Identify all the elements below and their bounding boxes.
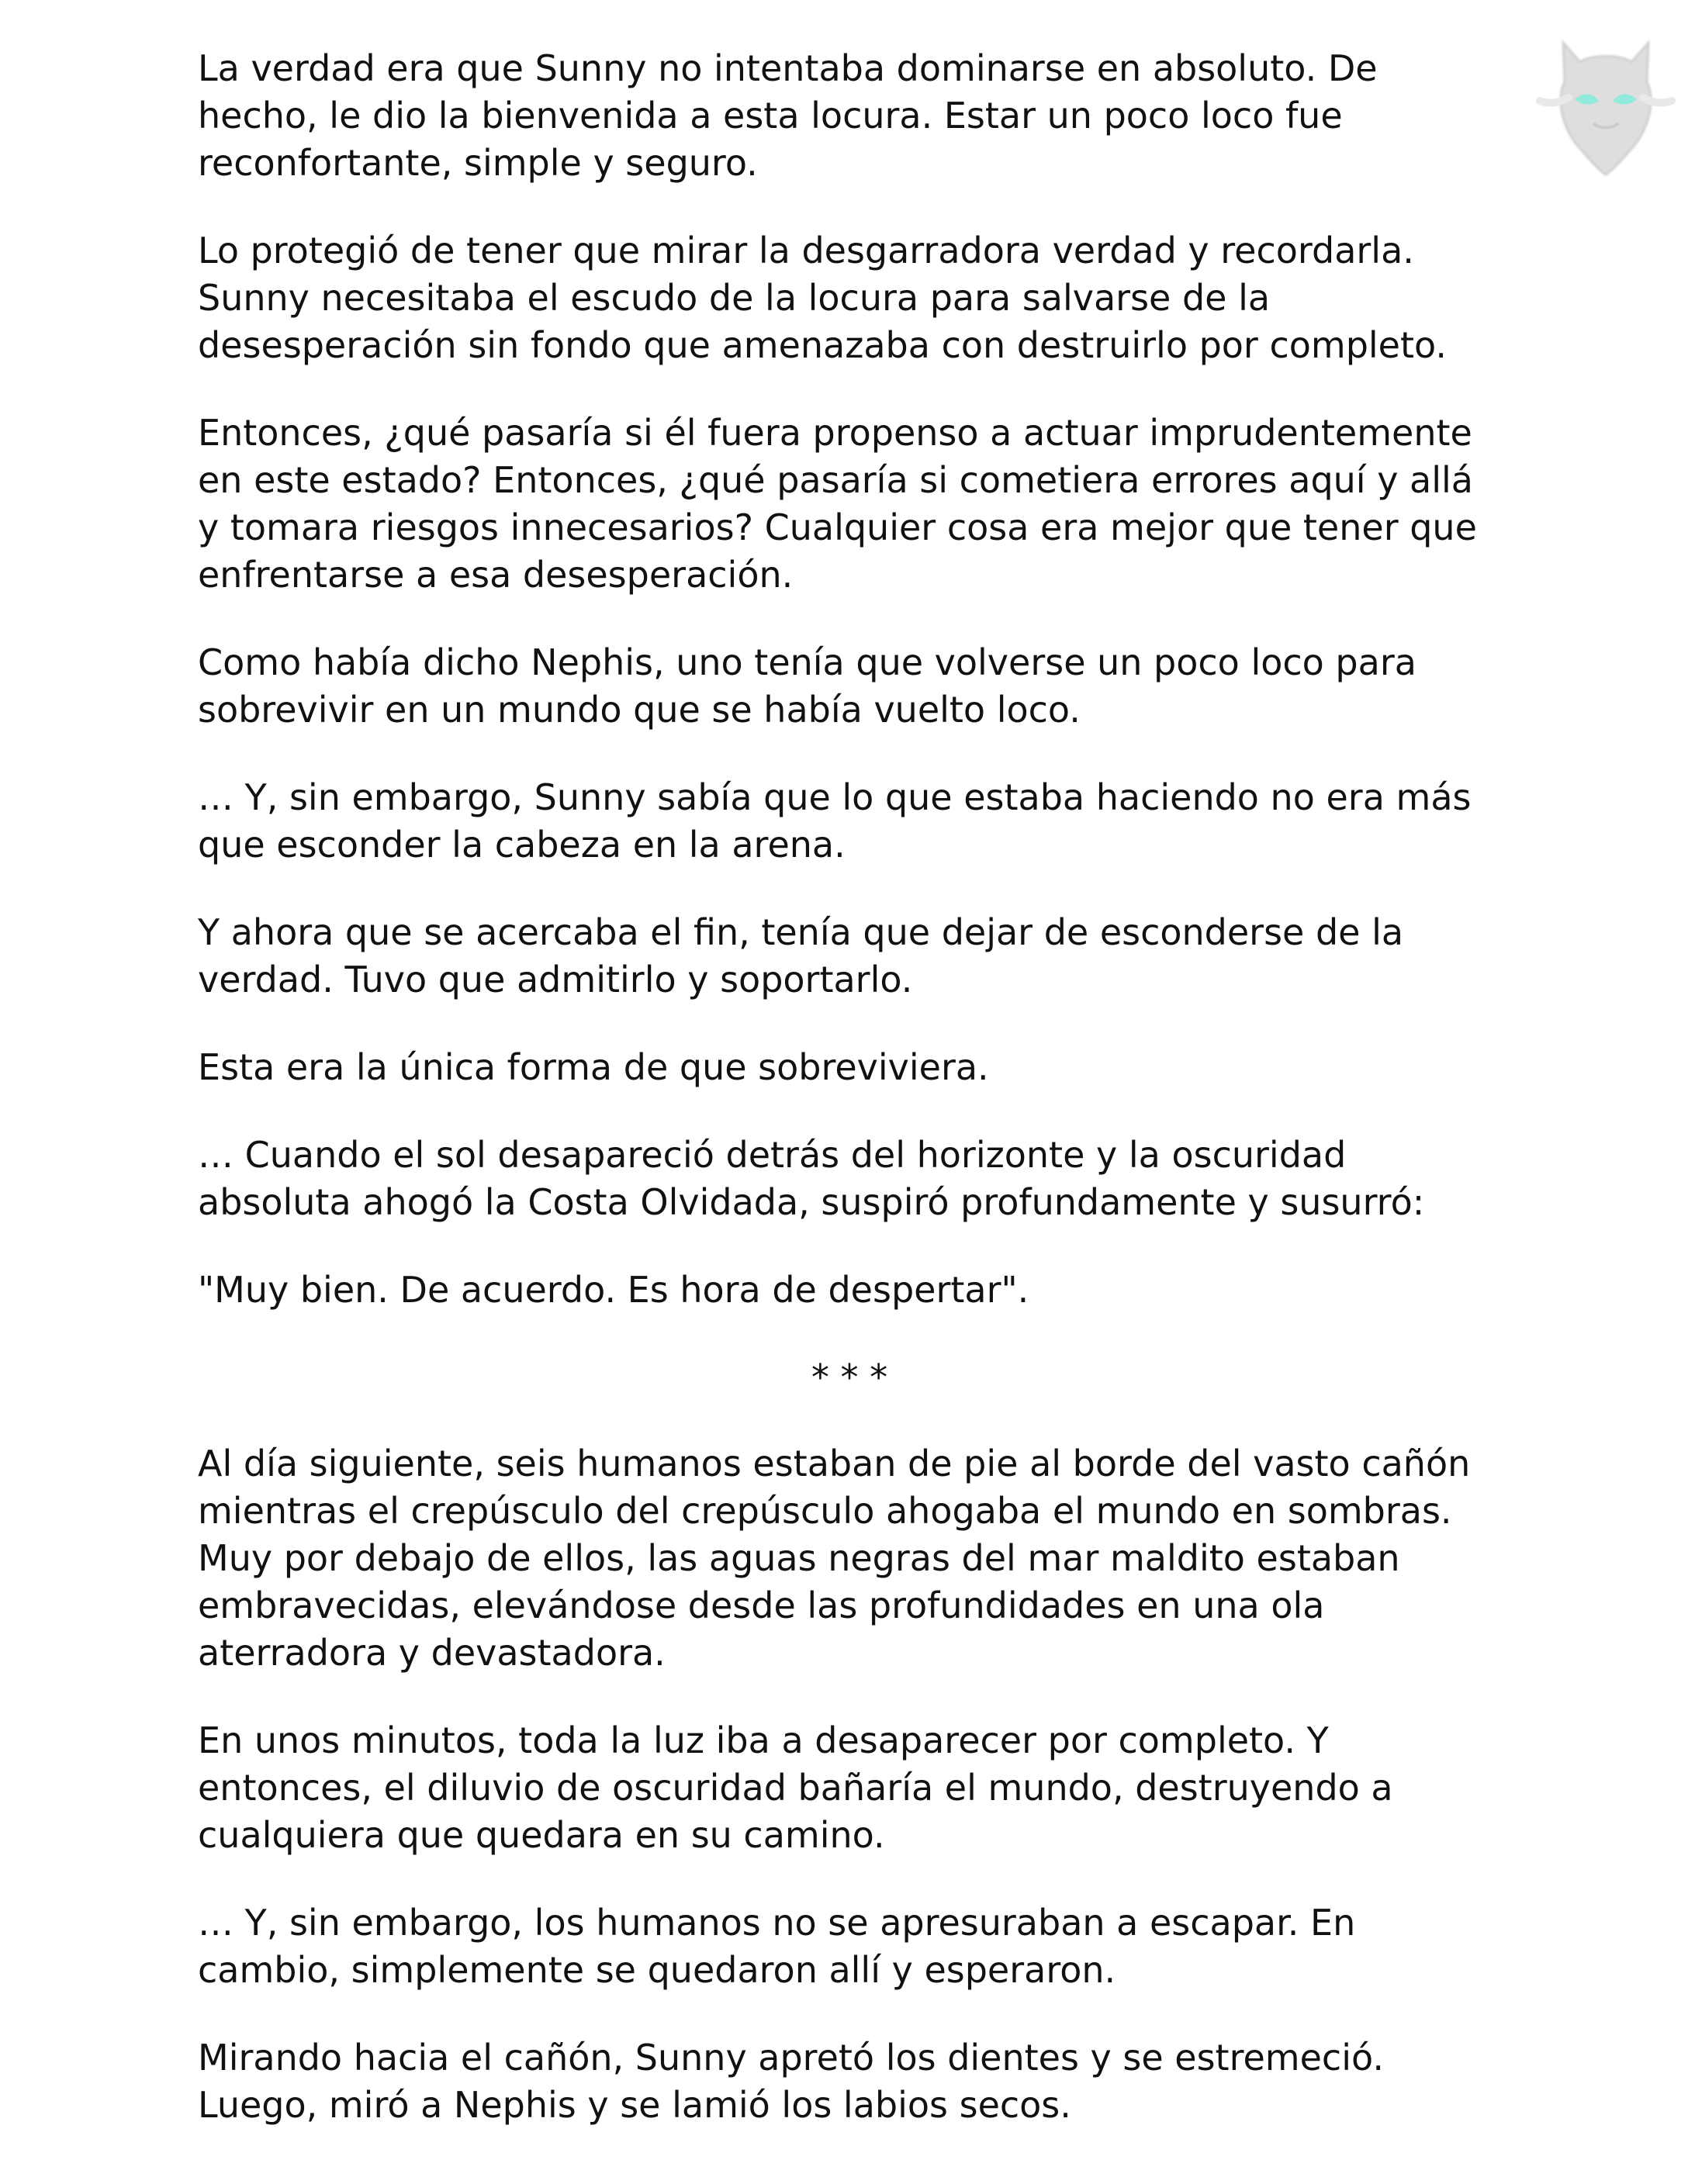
- paragraph: Como había dicho Nephis, uno tenía que volverse un poco loco para sobrevivir en un mundo que se había vuelto loco.: [198, 641, 1416, 731]
- paragraph: Lo protegió de tener que mirar la desgarradora verdad y recordarla. Sunny necesitaba el escudo de la locura para salvarse de la desesperación sin fondo que amenazaba con destruirlo por completo.: [198, 230, 1447, 366]
- demon-mask-logo-icon: [1532, 16, 1679, 186]
- paragraph: "Muy bien. De acuerdo. Es hora de despertar".: [198, 1269, 1029, 1311]
- scene-separator: * * *: [811, 1356, 888, 1398]
- paragraph: … Y, sin embargo, Sunny sabía que lo que estaba haciendo no era más que esconder la cabeza en la arena.: [198, 776, 1472, 866]
- paragraph: … Y, sin embargo, los humanos no se apresuraban a escapar. En cambio, simplemente se quedaron allí y esperaron.: [198, 1902, 1356, 1991]
- text-column: [198, 45, 1501, 2169]
- paragraph: Y ahora que se acercaba el fin, tenía que dejar de esconderse de la verdad. Tuvo que admitirlo y soportarlo.: [198, 911, 1404, 1000]
- paragraph: Esta era la única forma de que sobreviviera.: [198, 1046, 989, 1088]
- paragraph: Mirando hacia el cañón, Sunny apretó los dientes y se estremeció. Luego, miró a Nephis y se lamió los labios secos.: [198, 2037, 1384, 2126]
- paragraph: Entonces, ¿qué pasaría si él fuera propenso a actuar imprudentemente en este estado? Entonces, ¿qué pasaría si cometiera errores aquí y allá y tomara riesgos innecesarios? Cualquier cosa era mejor que tener que enfrentarse a esa desesperación.: [198, 412, 1477, 596]
- paragraph: … Cuando el sol desapareció detrás del horizonte y la oscuridad absoluta ahogó la Costa Olvidada, suspiró profundamente y susurró:: [198, 1134, 1425, 1223]
- paragraph: La verdad era que Sunny no intentaba dominarse en absoluto. De hecho, le dio la bienvenida a esta locura. Estar un poco loco fue reconfortante, simple y seguro.: [198, 47, 1378, 184]
- paragraph: Al día siguiente, seis humanos estaban de pie al borde del vasto cañón mientras el crepúsculo del crepúsculo ahogaba el mundo en sombras. Muy por debajo de ellos, las aguas negras del mar maldito estaban embravecidas, elevándose desde las profundidades en una ola aterradora y devastadora.: [198, 1443, 1471, 1674]
- paragraph: En unos minutos, toda la luz iba a desaparecer por completo. Y entonces, el diluvio de oscuridad bañaría el mundo, destruyendo a cualquiera que quedara en su camino.: [198, 1719, 1393, 1856]
